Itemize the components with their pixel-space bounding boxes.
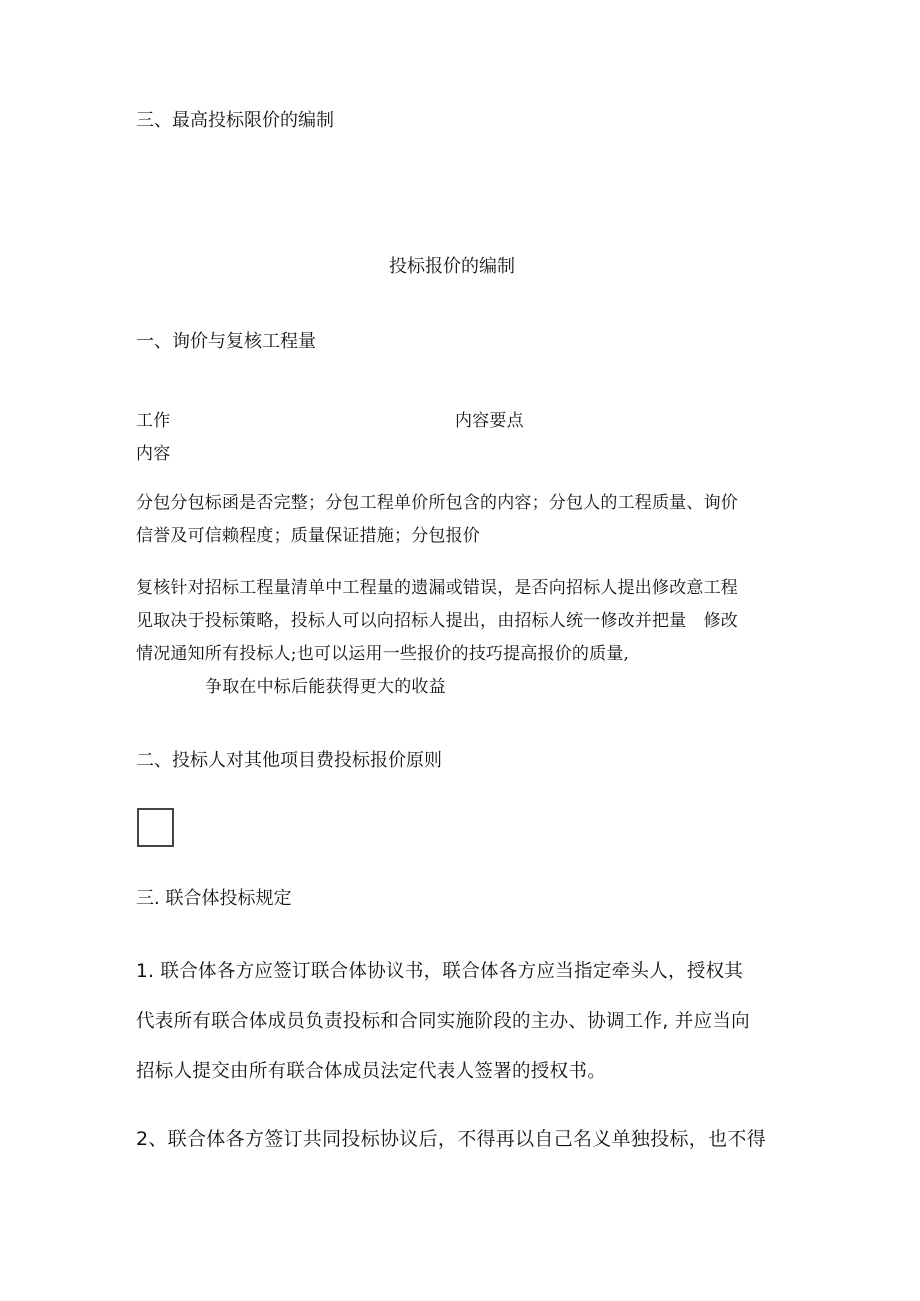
paragraph-1-line: 代表所有联合体成员负责投标和合同实施阶段的主办、协调工作, 并应当向	[136, 1011, 750, 1032]
review-indent-line: 争取在中标后能获得更大的收益	[205, 677, 446, 697]
review-line: 情况通知所有投标人;也可以运用一些报价的技巧提高报价的质量,	[136, 644, 630, 664]
consortium-heading: 三. 联合体投标规定	[136, 888, 292, 909]
document-title: 投标报价的编制	[389, 256, 515, 277]
inquiry-line: 分包分包标函是否完整；分包工程单价所包含的内容；分包人的工程质量、询价	[136, 493, 738, 513]
paragraph-1-line: 1. 联合体各方应签订联合体协议书，联合体各方应当指定牵头人，授权其	[136, 961, 744, 982]
inquiry-line: 信誉及可信赖程度；质量保证措施；分包报价	[136, 526, 480, 546]
table-header-work: 工作	[136, 411, 171, 431]
paragraph-2-line: 2、联合体各方签订共同投标协议后，不得再以自己名义单独投标，也不得	[136, 1128, 766, 1150]
section-2-heading: 二、投标人对其他项目费投标报价原则	[136, 750, 442, 771]
table-header-content: 内容	[136, 444, 171, 464]
review-line: 见取决于投标策略，投标人可以向招标人提出，由招标人统一修改并把量 修改	[136, 611, 738, 631]
paragraph-1-line: 招标人提交由所有联合体成员法定代表人签署的授权书。	[136, 1061, 607, 1082]
section-1-heading: 一、询价与复核工程量	[136, 331, 316, 352]
empty-checkbox[interactable]	[137, 808, 174, 847]
review-line: 复核针对招标工程量清单中工程量的遗漏或错误，是否向招标人提出修改意工程	[136, 578, 738, 598]
table-header-key-points: 内容要点	[455, 411, 524, 431]
section-3-heading: 三、最高投标限价的编制	[136, 110, 334, 131]
